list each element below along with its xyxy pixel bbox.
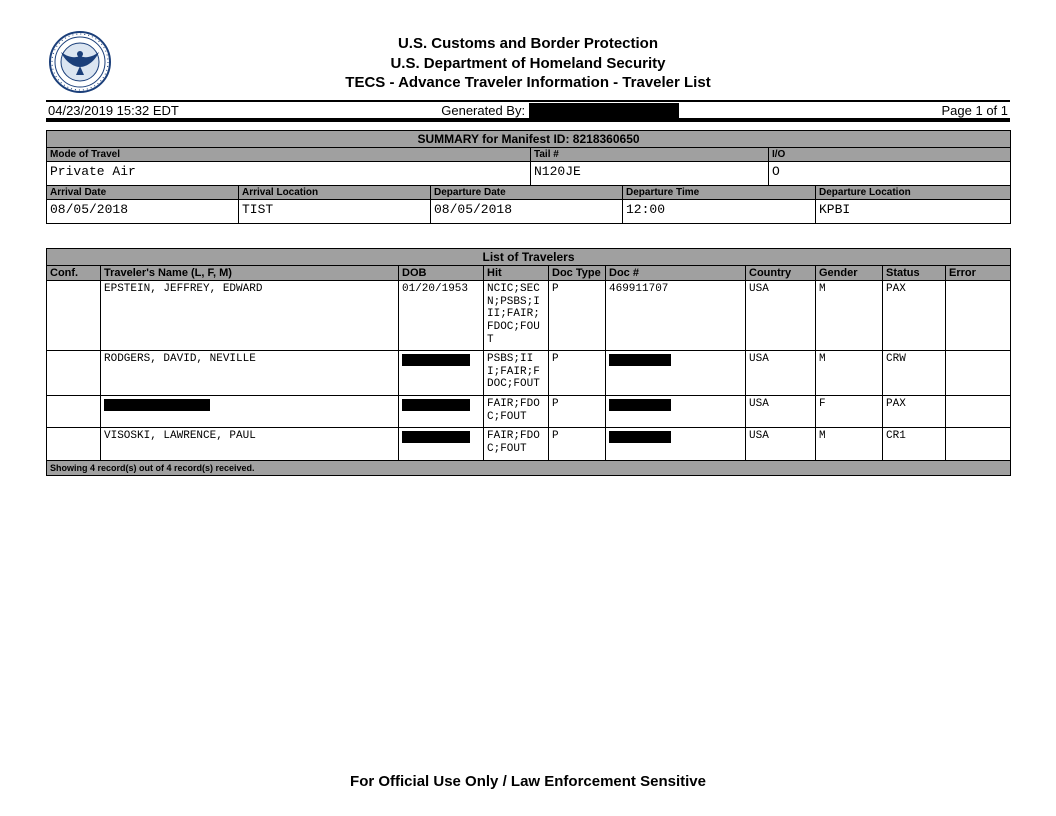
cell-country: USA	[746, 281, 816, 351]
cell-error	[946, 428, 1011, 460]
cell-status: CRW	[883, 351, 946, 396]
label-departure-location: Departure Location	[816, 186, 1011, 200]
cell-dob	[399, 351, 484, 396]
cell-gender: M	[816, 351, 883, 396]
cell-dob	[399, 396, 484, 428]
travelers-table	[46, 248, 1011, 476]
cell-doc-type: P	[549, 281, 606, 351]
table-row	[47, 351, 1011, 396]
label-arrival-location: Arrival Location	[239, 186, 431, 200]
table-row	[47, 281, 1011, 351]
cell-conf	[47, 281, 101, 351]
cell-doc-num	[606, 428, 746, 460]
sensitivity-footer: For Official Use Only / Law Enforcement Sensitive	[350, 773, 706, 790]
col-header-doc-num: Doc #	[606, 266, 746, 281]
col-header-gender: Gender	[816, 266, 883, 281]
col-header-error: Error	[946, 266, 1011, 281]
label-departure-date: Departure Date	[431, 186, 623, 200]
dob-redaction-bar	[402, 431, 470, 443]
doc-num-redaction-bar	[609, 354, 671, 366]
cell-country: USA	[746, 428, 816, 460]
doc-num-redaction-bar	[609, 399, 671, 411]
cell-doc-num	[606, 351, 746, 396]
cell-dob: 01/20/1953	[399, 281, 484, 351]
summary-table-itinerary	[46, 185, 1011, 224]
summary-title-bar: SUMMARY for Manifest ID: 8218360650	[47, 131, 1011, 148]
cell-doc-type: P	[549, 428, 606, 460]
cell-gender: M	[816, 428, 883, 460]
cell-status: CR1	[883, 428, 946, 460]
label-arrival-date: Arrival Date	[47, 186, 239, 200]
agency-line-2: U.S. Department of Homeland Security	[390, 54, 666, 72]
col-header-status: Status	[883, 266, 946, 281]
value-departure-time: 12:00	[623, 200, 816, 224]
dob-redaction-bar	[402, 354, 470, 366]
generated-by-label: Generated By:	[441, 102, 526, 118]
value-mode-of-travel: Private Air	[47, 162, 531, 186]
page-indicator: Page 1 of 1	[941, 102, 1008, 118]
cell-country: USA	[746, 396, 816, 428]
cell-conf	[47, 428, 101, 460]
cell-name: EPSTEIN, JEFFREY, EDWARD	[101, 281, 399, 351]
value-tail-number: N120JE	[531, 162, 769, 186]
cell-doc-type: P	[549, 351, 606, 396]
value-departure-date: 08/05/2018	[431, 200, 623, 224]
cell-name: RODGERS, DAVID, NEVILLE	[101, 351, 399, 396]
report-timestamp: 04/23/2019 15:32 EDT	[48, 102, 179, 118]
cell-dob	[399, 428, 484, 460]
value-arrival-date: 08/05/2018	[47, 200, 239, 224]
summary-table	[46, 130, 1011, 186]
cell-error	[946, 396, 1011, 428]
cell-name	[101, 396, 399, 428]
travelers-title-bar: List of Travelers	[47, 249, 1011, 266]
doc-num-redaction-bar	[609, 431, 671, 443]
label-departure-time: Departure Time	[623, 186, 816, 200]
cell-conf	[47, 351, 101, 396]
cell-hit: FAIR;FDOC;FOUT	[484, 396, 549, 428]
cell-name: VISOSKI, LAWRENCE, PAUL	[101, 428, 399, 460]
cell-error	[946, 281, 1011, 351]
cell-gender: M	[816, 281, 883, 351]
col-header-hit: Hit	[484, 266, 549, 281]
cell-conf	[47, 396, 101, 428]
cell-error	[946, 351, 1011, 396]
label-mode-of-travel: Mode of Travel	[47, 148, 531, 162]
col-header-dob: DOB	[399, 266, 484, 281]
value-io: O	[769, 162, 1011, 186]
cell-hit: FAIR;FDOC;FOUT	[484, 428, 549, 460]
label-io: I/O	[769, 148, 1011, 162]
col-header-doc-type: Doc Type	[549, 266, 606, 281]
cell-status: PAX	[883, 281, 946, 351]
cell-doc-num: 469911707	[606, 281, 746, 351]
table-row	[47, 428, 1011, 460]
cell-status: PAX	[883, 396, 946, 428]
col-header-country: Country	[746, 266, 816, 281]
name-redaction-bar	[104, 399, 210, 411]
meta-bar	[46, 100, 1010, 122]
table-row	[47, 396, 1011, 428]
document-header	[46, 0, 1010, 96]
col-header-name: Traveler's Name (L, F, M)	[101, 266, 399, 281]
value-departure-location: KPBI	[816, 200, 1011, 224]
cell-doc-type: P	[549, 396, 606, 428]
cell-country: USA	[746, 351, 816, 396]
generated-by	[441, 103, 679, 118]
cell-hit: NCIC;SECN;PSBS;III;FAIR;FDOC;FOUT	[484, 281, 549, 351]
record-count-bar: Showing 4 record(s) out of 4 record(s) received.	[47, 460, 1011, 475]
generated-by-redaction-bar	[529, 103, 679, 118]
dob-redaction-bar	[402, 399, 470, 411]
cell-gender: F	[816, 396, 883, 428]
label-tail-number: Tail #	[531, 148, 769, 162]
dhs-seal-icon	[48, 30, 112, 94]
value-arrival-location: TIST	[239, 200, 431, 224]
dhs-seal-logo	[48, 30, 112, 94]
cell-doc-num	[606, 396, 746, 428]
col-header-conf: Conf.	[47, 266, 101, 281]
travelers-header-row	[47, 266, 1011, 281]
agency-line-1: U.S. Customs and Border Protection	[397, 35, 659, 52]
document-title: TECS - Advance Traveler Information - Traveler List	[345, 74, 711, 91]
cell-hit: PSBS;III;FAIR;FDOC;FOUT	[484, 351, 549, 396]
